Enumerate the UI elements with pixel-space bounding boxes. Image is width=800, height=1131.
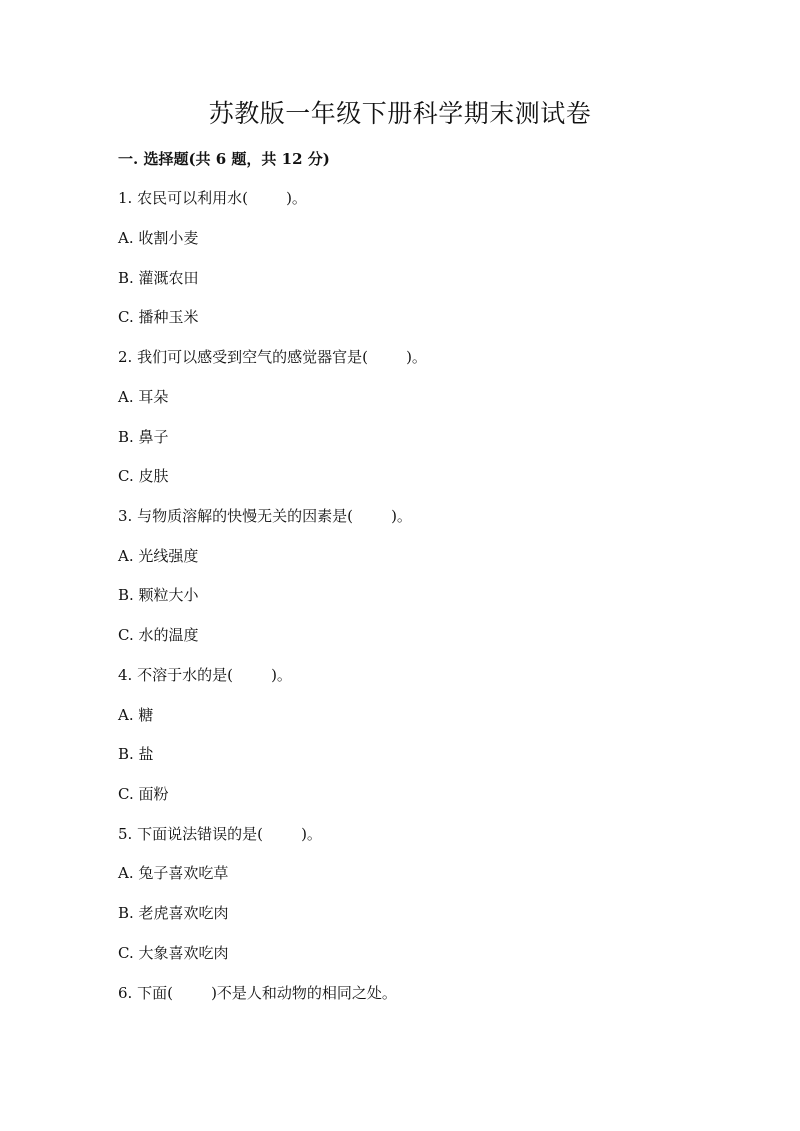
option-1c: C. 播种玉米 [118,308,199,326]
option-4b: B. 盐 [118,745,154,763]
option-2b: B. 鼻子 [118,428,169,446]
option-1a: A. 收割小麦 [118,229,199,247]
option-2a: A. 耳朵 [118,388,169,406]
question-2: 2. 我们可以感受到空气的感觉器官是( )。 [118,348,427,366]
option-1b: B. 灌溉农田 [118,269,199,287]
option-3b: B. 颗粒大小 [118,586,199,604]
option-2c: C. 皮肤 [118,467,169,485]
option-5c: C. 大象喜欢吃肉 [118,944,229,962]
question-3: 3. 与物质溶解的快慢无关的因素是( )。 [118,507,412,525]
exam-title: 苏教版一年级下册科学期末测试卷 [208,99,592,128]
option-5a: A. 兔子喜欢吃草 [118,864,229,882]
option-4a: A. 糖 [118,706,154,724]
question-5: 5. 下面说法错误的是( )。 [118,825,322,843]
section-heading: 一. 选择题(共 6 题，共 12 分) [118,150,330,168]
question-1: 1. 农民可以利用水( )。 [118,189,307,207]
option-3a: A. 光线强度 [118,547,199,565]
question-4: 4. 不溶于水的是( )。 [118,666,292,684]
option-4c: C. 面粉 [118,785,169,803]
option-5b: B. 老虎喜欢吃肉 [118,904,229,922]
option-3c: C. 水的温度 [118,626,199,644]
question-6: 6. 下面( )不是人和动物的相同之处。 [118,984,397,1002]
